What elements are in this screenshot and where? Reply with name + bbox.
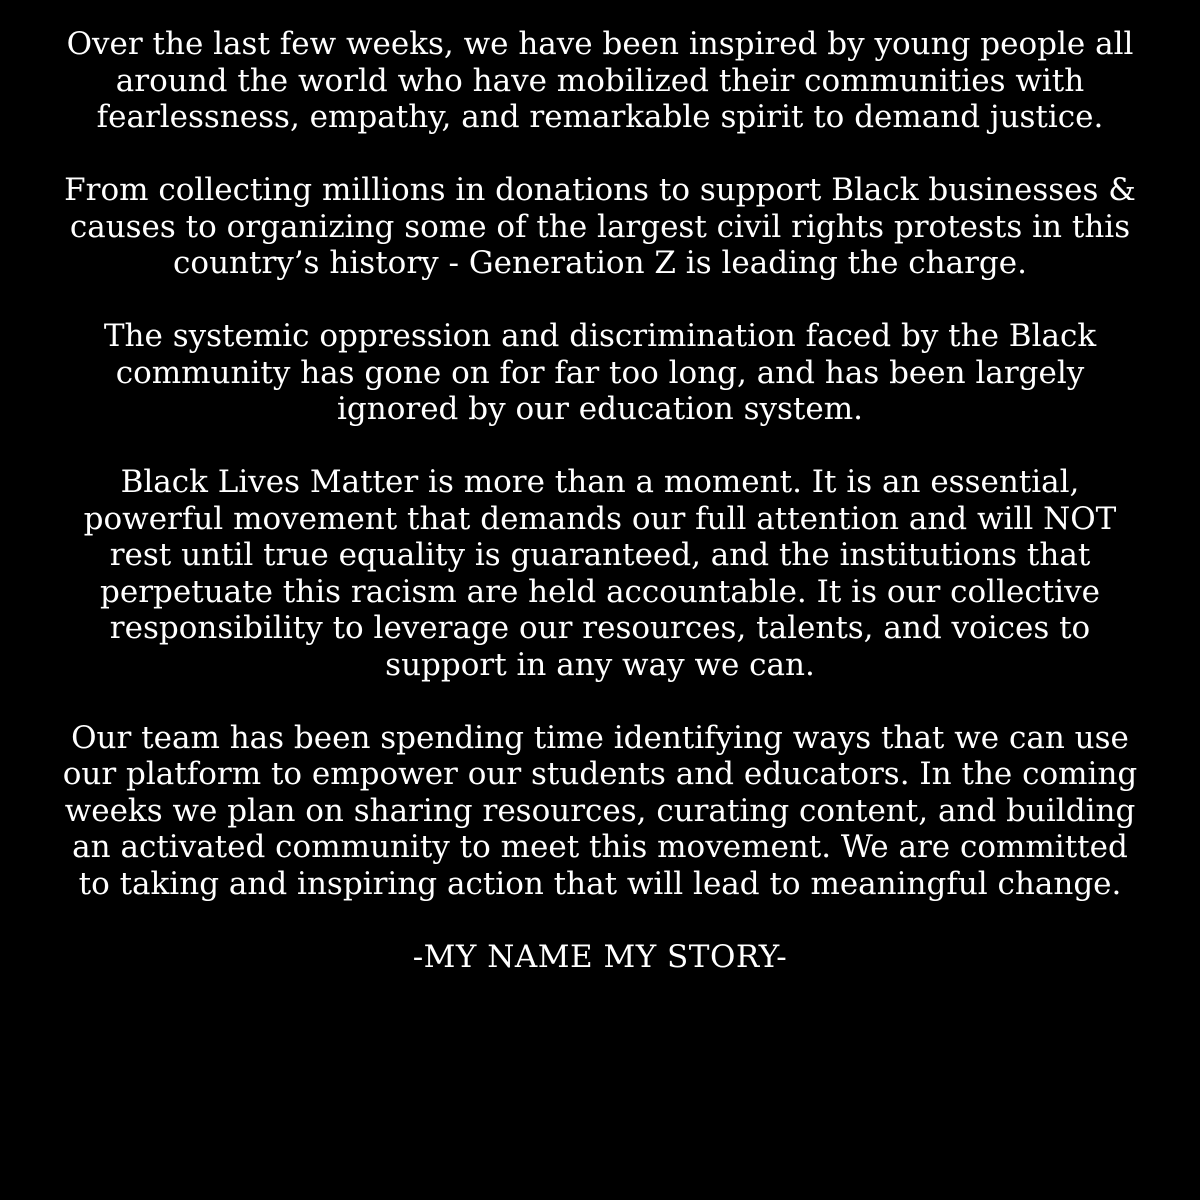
paragraph-systemic-oppression: [32, 318, 1168, 428]
paragraph-line: causes to organizing some of the largest civil rights protests in this: [69, 208, 1131, 245]
paragraph-line: Our team has been spending time identifying ways that we can use: [71, 719, 1129, 756]
paragraph-line: support in any way we can.: [385, 646, 815, 683]
paragraph-line: country’s history - Generation Z is leading the charge.: [173, 245, 1027, 281]
paragraph-line: From collecting millions in donations to support Black businesses &: [64, 172, 1136, 208]
paragraph-line: to taking and inspiring action that will lead to meaningful change.: [78, 865, 1122, 902]
paragraph-line: our platform to empower our students and educators. In the coming: [62, 756, 1138, 792]
paragraph-line: responsibility to leverage our resources, talents, and voices to: [109, 610, 1091, 646]
paragraph-line: perpetuate this racism are held accountable. It is our collective: [100, 573, 1100, 610]
paragraph-line: Over the last few weeks, we have been inspired by young people all: [66, 26, 1134, 62]
paragraph-line: around the world who have mobilized their communities with: [115, 62, 1085, 99]
paragraph-line: ignored by our education system.: [336, 391, 863, 427]
paragraph-line: weeks we plan on sharing resources, curating content, and building: [64, 792, 1136, 829]
paragraph-black-lives-matter: [32, 464, 1168, 683]
paragraph-line: an activated community to meet this movement. We are committed: [72, 829, 1128, 865]
paragraph-line: powerful movement that demands our full attention and will NOT: [83, 500, 1117, 537]
paragraph-donations: [32, 172, 1168, 282]
signature: -MY NAME MY STORY-: [412, 938, 788, 975]
paragraph-line: The systemic oppression and discrimination faced by the Black: [103, 318, 1097, 354]
paragraph-our-team: [32, 720, 1168, 903]
paragraph-line: Black Lives Matter is more than a moment. It is an essential,: [120, 464, 1080, 500]
paragraph-inspired: [32, 26, 1168, 136]
paragraph-line: fearlessness, empathy, and remarkable spirit to demand justice.: [96, 99, 1104, 135]
paragraph-line: rest until true equality is guaranteed, and the institutions that: [109, 537, 1091, 573]
paragraph-line: community has gone on for far too long, and has been largely: [115, 354, 1085, 391]
